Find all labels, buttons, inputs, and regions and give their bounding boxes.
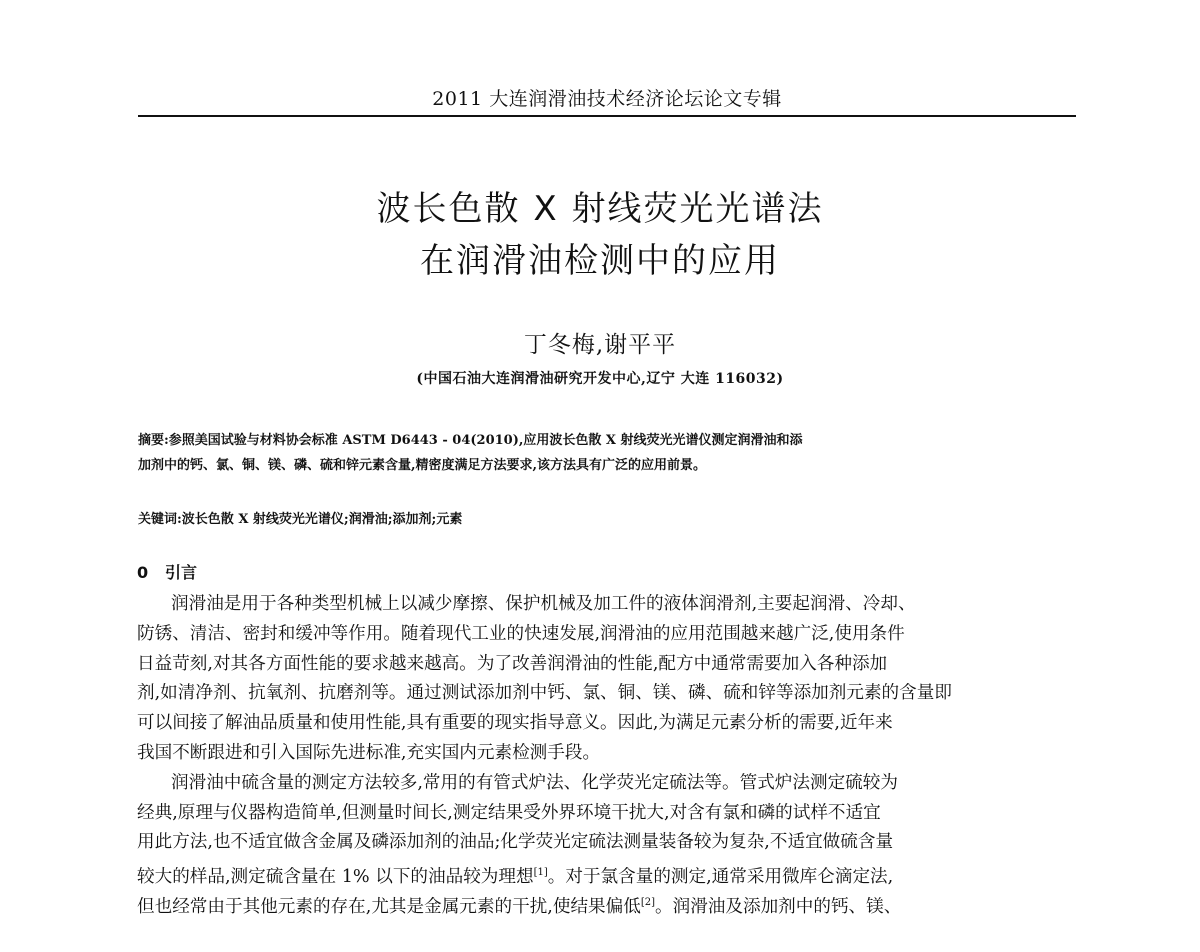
line-text: 较大的样品,测定硫含量在 1% 以下的油品较为理想 — [137, 867, 534, 888]
authors: 丁冬梅,谢平平 — [523, 332, 677, 358]
paragraph-line: 润滑油是用于各种类型机械上以减少摩擦、保护机械及加工件的液体润滑剂,主要起润滑、冷却、 — [171, 594, 916, 614]
abstract — [138, 428, 1068, 478]
keywords: 关键词:波长色散 X 射线荧光光谱仪;润滑油;添加剂;元素 — [138, 512, 463, 527]
paragraph-line — [137, 888, 1082, 918]
running-head: 2011 大连润滑油技术经济论坛论文专辑 — [432, 88, 782, 110]
paragraph-line: 经典,原理与仪器构造简单,但测量时间长,测定结果受外界环境干扰大,对含有氯和磷的试样不适宜 — [137, 802, 881, 823]
citation-ref-1: [1] — [533, 867, 548, 879]
paragraph-line: 用此方法,也不适宜做含金属及磷添加剂的油品;化学荧光定硫法测量装备较为复杂,不适宜做硫含量 — [137, 832, 894, 853]
citation-ref-2: [2] — [640, 896, 655, 908]
header-rule — [138, 115, 1076, 117]
paragraph-line: 剂,如清净剂、抗氧剂、抗磨剂等。通过测试添加剂中钙、氯、铜、镁、磷、硫和锌等添加剂元素的含量即 — [137, 683, 952, 704]
paragraph-line: 日益苛刻,对其各方面性能的要求越来越高。为了改善润滑油的性能,配方中通常需要加入各种添加 — [137, 653, 888, 674]
paragraph-line: 可以间接了解油品质量和使用性能,具有重要的现实指导意义。因此,为满足元素分析的需要,近年来 — [137, 713, 893, 734]
title-line-2: 在润滑油检测中的应用 — [420, 241, 780, 281]
abstract-line: 摘要:参照美国试验与材料协会标准 ASTM D6443 - 04(2010),应用波长色散 X 射线荧光光谱仪测定润滑油和添 — [138, 433, 803, 448]
section-number: 0 — [137, 563, 149, 582]
line-text: 。润滑油及添加剂中的钙、镁、 — [655, 896, 902, 917]
body-text — [137, 590, 1082, 918]
paragraph-line: 润滑油中硫含量的测定方法较多,常用的有管式炉法、化学荧光定硫法等。管式炉法测定硫较为 — [171, 772, 898, 793]
affiliation: (中国石油大连润滑油研究开发中心,辽宁 大连 116032) — [416, 371, 784, 387]
article-title — [0, 183, 1200, 287]
paragraph-line: 防锈、清洁、密封和缓冲等作用。随着现代工业的快速发展,润滑油的应用范围越来越广泛,使用条件 — [137, 623, 905, 644]
abstract-line: 加剂中的钙、氯、铜、镁、磷、硫和锌元素含量,精密度满足方法要求,该方法具有广泛的应用前景。 — [138, 458, 707, 473]
section-title: 引言 — [165, 563, 198, 582]
line-text: 但也经常由于其他元素的存在,尤其是金属元素的干扰,使结果偏低 — [137, 896, 641, 917]
title-line-1: 波长色散 X 射线荧光光谱法 — [376, 189, 824, 229]
line-text: 。对于氯含量的测定,通常采用微库仑滴定法, — [547, 867, 894, 888]
paragraph-line: 我国不断跟进和引入国际先进标准,充实国内元素检测手段。 — [137, 742, 601, 763]
section-heading — [137, 560, 197, 583]
paragraph-line — [137, 858, 1082, 888]
